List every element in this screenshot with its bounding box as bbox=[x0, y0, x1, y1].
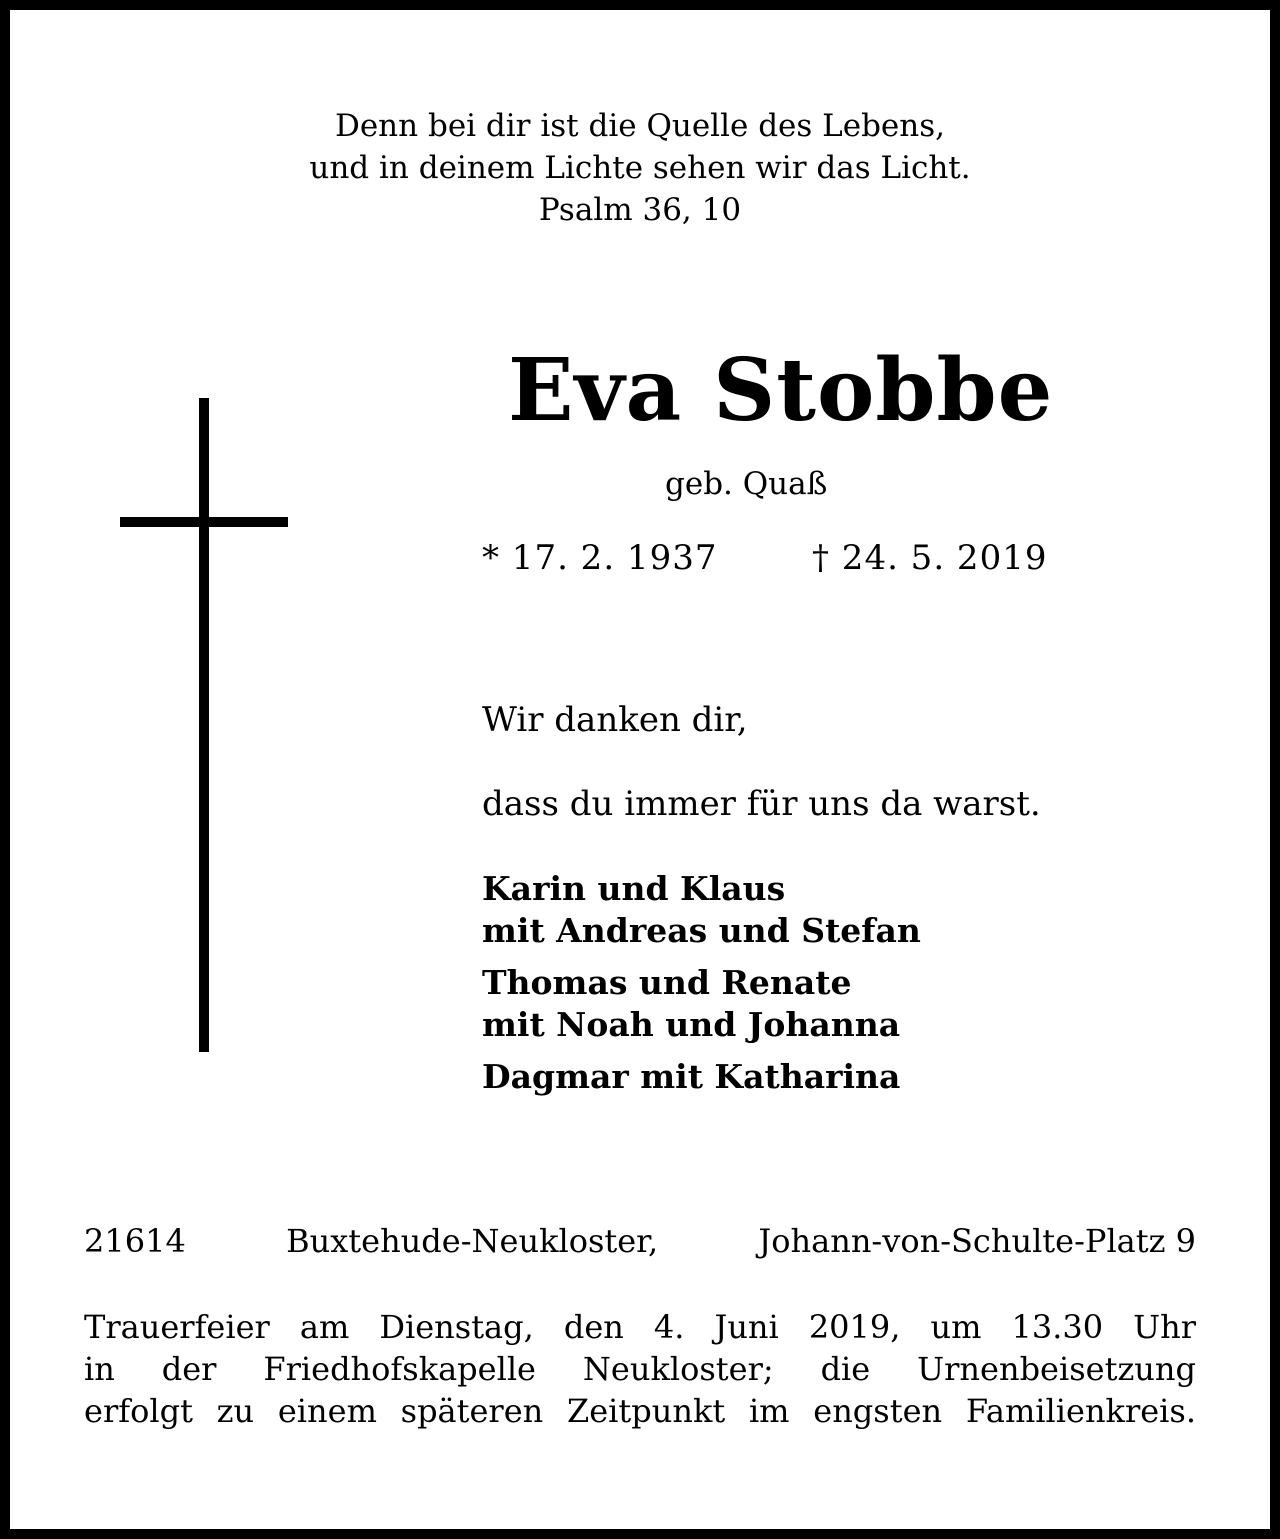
maiden-name: geb. Quaß bbox=[665, 466, 828, 502]
address-street: Johann-von-Schulte-Platz 9 bbox=[758, 1222, 1196, 1260]
family-line: Thomas und Renate bbox=[482, 963, 852, 1002]
psalm-verse bbox=[0, 105, 1280, 231]
family-list bbox=[482, 868, 921, 1108]
cross-horizontal-bar bbox=[120, 517, 288, 527]
service-line-3: erfolgt zu einem späteren Zeitpunkt im engsten Familienkreis. bbox=[84, 1392, 1196, 1430]
death-date: † 24. 5. 2019 bbox=[812, 538, 1048, 578]
family-line: mit Andreas und Stefan bbox=[482, 911, 921, 950]
deceased-name: Eva Stobbe bbox=[508, 340, 1054, 441]
birth-date: * 17. 2. 1937 bbox=[482, 538, 718, 578]
verse-line-1: Denn bei dir ist die Quelle des Lebens, bbox=[334, 108, 946, 144]
verse-line-2: und in deinem Lichte sehen wir das Licht. bbox=[309, 150, 971, 186]
address-place: Buxtehude-Neukloster, bbox=[286, 1222, 659, 1260]
cross-vertical-bar bbox=[199, 398, 209, 1052]
thanks-line-2: dass du immer für uns da warst. bbox=[482, 784, 1041, 824]
thanks-line-1: Wir danken dir, bbox=[482, 700, 748, 740]
family-group bbox=[482, 1056, 921, 1098]
family-line: Dagmar mit Katharina bbox=[482, 1057, 901, 1096]
cross-icon bbox=[120, 398, 288, 1052]
family-line: Karin und Klaus bbox=[482, 869, 786, 908]
service-line-1: Trauerfeier am Dienstag, den 4. Juni 2019, um 13.30 Uhr bbox=[84, 1308, 1196, 1346]
family-group bbox=[482, 868, 921, 952]
service-line-2: in der Friedhofskapelle Neukloster; die Urnenbeisetzung bbox=[84, 1350, 1196, 1388]
mourning-address bbox=[84, 1222, 1196, 1260]
verse-reference: Psalm 36, 10 bbox=[538, 192, 742, 228]
family-line: mit Noah und Johanna bbox=[482, 1005, 901, 1044]
postal-code: 21614 bbox=[84, 1222, 186, 1260]
family-group bbox=[482, 962, 921, 1046]
funeral-service-info bbox=[84, 1306, 1196, 1432]
